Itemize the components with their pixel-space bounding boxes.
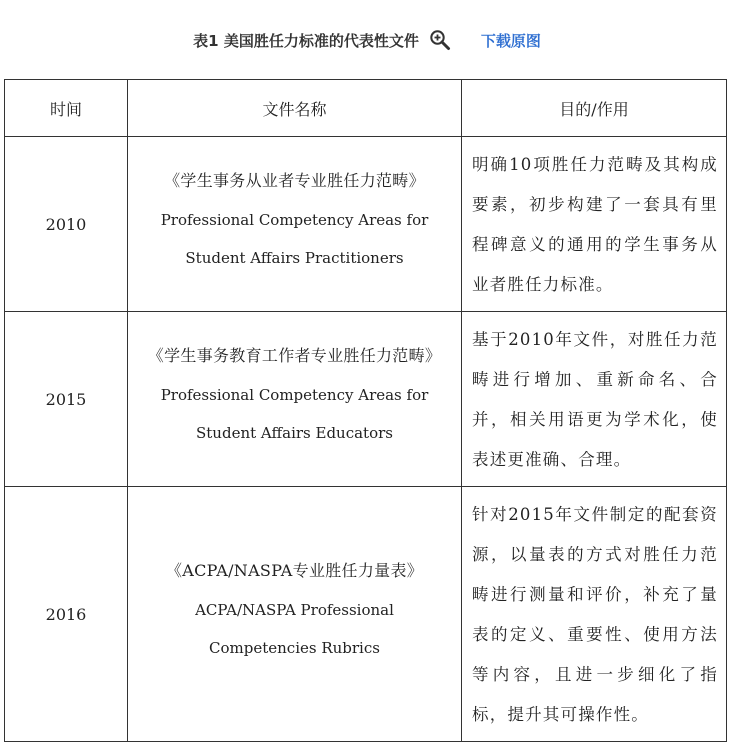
document-cell bbox=[128, 312, 462, 487]
document-title-en-line2: Student Affairs Educators bbox=[196, 424, 393, 442]
header-row bbox=[5, 80, 727, 137]
document-cell bbox=[128, 487, 462, 742]
document-title-zh: 《学生事务教育工作者专业胜任力范畴》 bbox=[147, 346, 442, 365]
table-caption bbox=[0, 26, 734, 54]
table-row bbox=[5, 137, 727, 312]
purpose-cell: 明确10项胜任力范畴及其构成要素，初步构建了一套具有里程碑意义的通用的学生事务从业者胜任力标准。 bbox=[462, 137, 727, 312]
document-title-en-line2: Competencies Rubrics bbox=[209, 639, 380, 657]
year-cell: 2010 bbox=[5, 137, 128, 312]
document-title-en-line1: ACPA/NASPA Professional bbox=[195, 601, 394, 619]
document-title-zh: 《学生事务从业者专业胜任力范畴》 bbox=[164, 171, 425, 190]
document-title-zh: 《ACPA/NASPA专业胜任力量表》 bbox=[165, 561, 424, 580]
table-row bbox=[5, 487, 727, 742]
standards-table bbox=[4, 79, 727, 742]
caption-title: 表1 美国胜任力标准的代表性文件 bbox=[193, 31, 419, 50]
year-cell: 2016 bbox=[5, 487, 128, 742]
header-time: 时间 bbox=[5, 80, 128, 137]
year-cell: 2015 bbox=[5, 312, 128, 487]
zoom-in-icon[interactable] bbox=[429, 29, 451, 51]
document-cell bbox=[128, 137, 462, 312]
purpose-cell: 针对2015年文件制定的配套资源，以量表的方式对胜任力范畴进行测量和评价，补充了量表的定义、重要性、使用方法等内容，且进一步细化了指标，提升其可操作性。 bbox=[462, 487, 727, 742]
document-title-en-line1: Professional Competency Areas for bbox=[160, 386, 429, 404]
document-title-en-line1: Professional Competency Areas for bbox=[160, 211, 429, 229]
document-title-en-line2: Student Affairs Practitioners bbox=[185, 249, 404, 267]
header-purpose: 目的/作用 bbox=[462, 80, 727, 137]
header-document-name: 文件名称 bbox=[128, 80, 462, 137]
table-row bbox=[5, 312, 727, 487]
purpose-cell: 基于2010年文件，对胜任力范畴进行增加、重新命名、合并，相关用语更为学术化，使表述更准确、合理。 bbox=[462, 312, 727, 487]
download-original-link[interactable]: 下载原图 bbox=[480, 31, 541, 50]
